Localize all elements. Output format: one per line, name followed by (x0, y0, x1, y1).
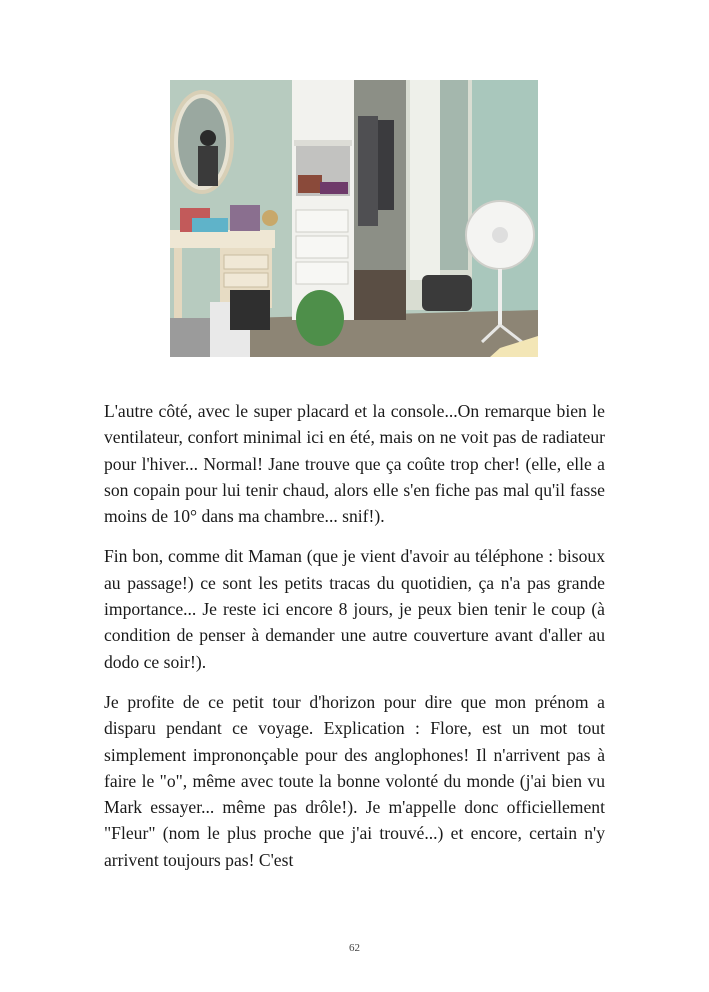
paragraph-1: L'autre côté, avec le super placard et la console...On remarque bien le ventilateur, confort minimal ici en été, mais on ne voit pas de radiateur pour l'hiver... Normal! Jane trouve que ça coûte trop cher! (elle, elle a son copain pour lui tenir chaud, alors elle s'en fiche pas mal qu'il fasse moins de 10° dans ma chambre... snif!). (104, 401, 605, 527)
body-text (104, 398, 605, 887)
bedroom-photo (170, 80, 538, 357)
paragraph-3: Je profite de ce petit tour d'horizon pour dire que mon prénom a disparu pendant ce voyage. Explication : Flore, est un mot tout simplement imprononçable pour des anglophones! Il n'arrivent pas à faire le "o", même avec toute la bonne volonté du monde (j'ai bien vu Mark essayer... même pas drôle!). Je m'appelle donc officiellement "Fleur" (nom le plus proche que j'ai trouvé...) et encore, certain n'y arrivent toujours pas! C'est (104, 691, 605, 870)
paragraph-2: Fin bon, comme dit Maman (que je vient d'avoir au téléphone : bisoux au passage!) ce sont les petits tracas du quotidien, ça n'a pas grande importance... Je reste ici encore 8 jours, je peux bien tenir le coup (à condition de penser à demander une autre couverture avant d'aller au dodo ce soir!). (104, 546, 605, 672)
page-number: 62 (349, 942, 360, 954)
